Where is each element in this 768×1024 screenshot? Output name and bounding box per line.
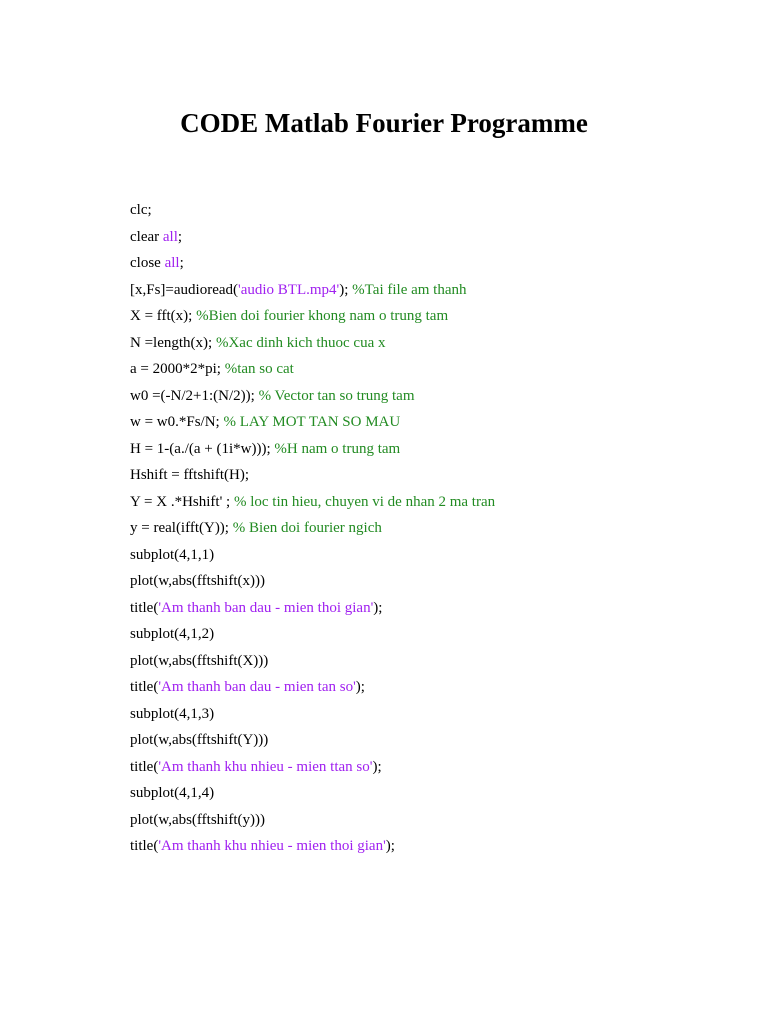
code-text: w0 =(-N/2+1:(N/2)); [130, 387, 259, 404]
code-line [130, 833, 730, 860]
code-text: title( [130, 758, 159, 775]
code-text: plot(w,abs(fftshift(y))) [130, 811, 265, 828]
code-line [130, 489, 730, 516]
code-comment: %Tai file am thanh [352, 281, 467, 298]
code-text: ); [373, 599, 383, 616]
code-text: N =length(x); [130, 334, 216, 351]
code-text: ); [339, 281, 353, 298]
code-text: plot(w,abs(fftshift(X))) [130, 652, 269, 669]
code-text: y = real(ifft(Y)); [130, 520, 233, 536]
code-text: title( [130, 679, 159, 695]
code-comment: %H nam o trung tam [274, 440, 401, 457]
code-text: title( [130, 838, 159, 854]
code-keyword: all [164, 255, 180, 271]
code-line [130, 330, 730, 357]
code-text: [x,Fs]=audioread( [130, 281, 239, 298]
code-line [130, 515, 730, 542]
code-line [130, 409, 730, 436]
code-listing [130, 197, 730, 860]
code-comment: % loc tin hieu, chuyen vi de nhan 2 ma tran [233, 493, 496, 510]
code-text: clc; [130, 202, 152, 218]
code-line [130, 542, 730, 569]
code-line [130, 356, 730, 383]
code-keyword: all [162, 228, 178, 245]
code-text: ); [355, 679, 365, 695]
code-text: ); [385, 838, 395, 854]
code-string: 'Am thanh ban dau - mien thoi gian' [158, 599, 374, 616]
code-string: 'Am thanh khu nhieu - mien thoi gian' [158, 838, 386, 854]
code-string: 'audio BTL.mp4' [238, 281, 340, 298]
code-string: 'Am thanh khu nhieu - mien ttan so' [158, 758, 373, 775]
code-text: Y = X .*Hshift' ; [130, 493, 234, 510]
code-comment: % LAY MOT TAN SO MAU [223, 414, 401, 430]
code-text: w = w0.*Fs/N; [130, 414, 224, 430]
code-line [130, 462, 730, 489]
code-line [130, 383, 730, 410]
code-comment: % Vector tan so trung tam [258, 387, 415, 404]
code-line [130, 727, 730, 754]
code-line [130, 674, 730, 701]
code-line [130, 436, 730, 463]
code-text: a = 2000*2*pi; [130, 361, 225, 377]
code-comment: %tan so cat [224, 361, 294, 377]
code-line [130, 224, 730, 251]
code-text: ; [179, 255, 184, 271]
code-text: plot(w,abs(fftshift(Y))) [130, 732, 269, 748]
code-text: X = fft(x); [130, 308, 197, 324]
code-string: 'Am thanh ban dau - mien tan so' [158, 679, 356, 695]
code-line [130, 303, 730, 330]
code-line [130, 701, 730, 728]
code-comment: % Bien doi fourier ngich [232, 520, 382, 536]
code-text: plot(w,abs(fftshift(x))) [130, 573, 265, 589]
code-line [130, 780, 730, 807]
code-comment: %Xac dinh kich thuoc cua x [215, 334, 386, 351]
code-text: H = 1-(a./(a + (1i*w))); [130, 440, 275, 457]
code-text: close [130, 255, 165, 271]
code-line [130, 277, 730, 304]
code-text: title( [130, 599, 159, 616]
code-text: ; [177, 228, 183, 245]
code-line [130, 197, 730, 224]
code-line [130, 807, 730, 834]
code-text: subplot(4,1,1) [130, 546, 215, 563]
code-line [130, 568, 730, 595]
code-line [130, 250, 730, 277]
code-text: subplot(4,1,3) [130, 705, 215, 722]
code-line [130, 648, 730, 675]
code-comment: %Bien doi fourier khong nam o trung tam [196, 308, 449, 324]
code-text: Hshift = fftshift(H); [130, 467, 250, 483]
code-text: subplot(4,1,2) [130, 626, 215, 642]
code-line [130, 754, 730, 781]
code-line [130, 621, 730, 648]
code-line [130, 595, 730, 622]
document-title: CODE Matlab Fourier Programme [180, 108, 588, 138]
code-text: ); [372, 758, 382, 775]
code-text: subplot(4,1,4) [130, 785, 215, 801]
code-text: clear [130, 228, 163, 245]
